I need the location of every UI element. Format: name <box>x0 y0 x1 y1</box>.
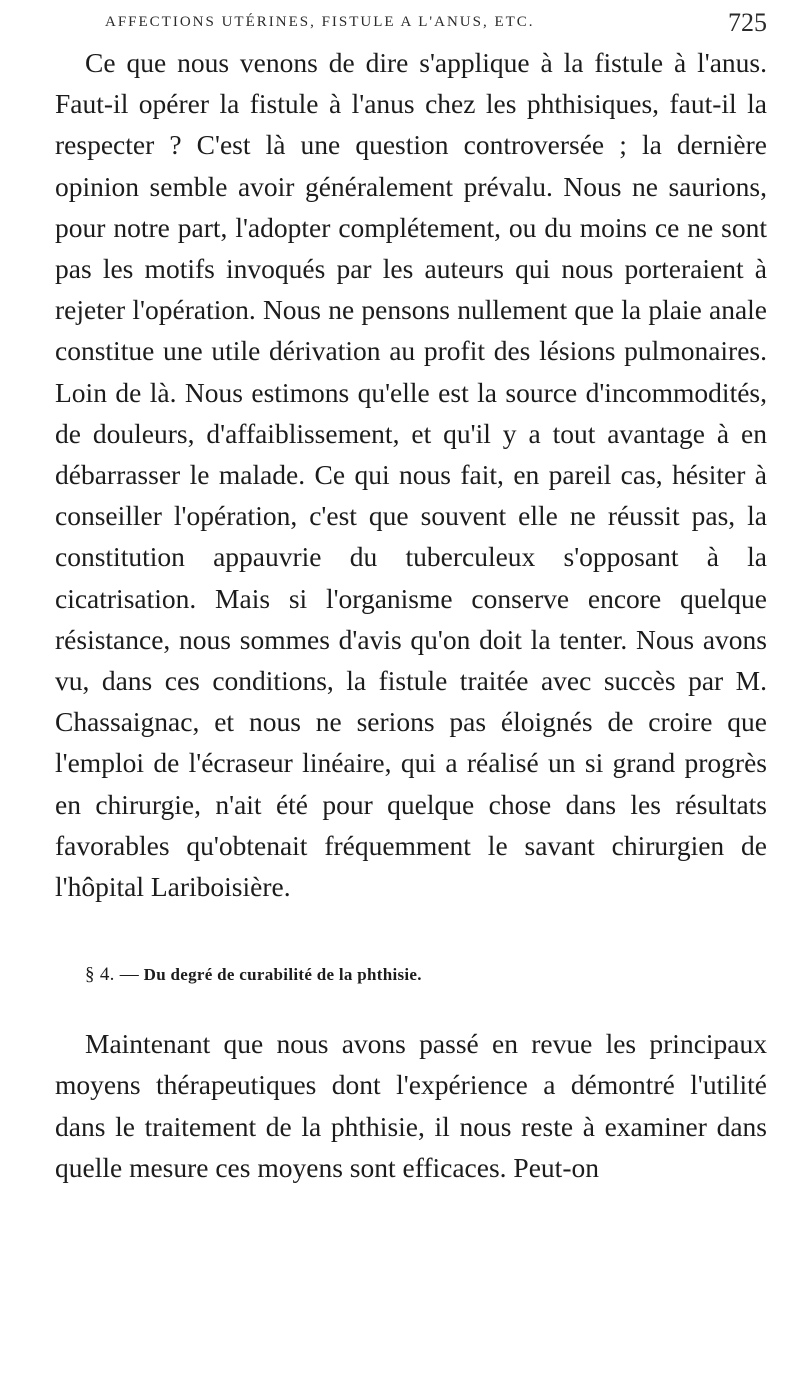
body-text <box>55 42 767 1188</box>
section-title: Du degré de curabilité de la phthisie. <box>143 965 422 985</box>
book-page <box>55 0 767 1188</box>
paragraph-fistule: Ce que nous venons de dire s'applique à la fistule à l'anus. Faut-il opérer la fistule à l'anus chez les phthisiques, faut-il la respecter ? C'est là une question controversée ; la dernière opinion semble avoir généralement prévalu. Nous ne saurions, pour notre part, l'adopter complétement, ou du moins ce ne sont pas les motifs invoqués par les auteurs qui nous porteraient à rejeter l'opération. Nous ne pensons nullement que la plaie anale constitue une utile dérivation au profit des lésions pulmonaires. Loin de là. Nous estimons qu'elle est la source d'incommodités, de douleurs, d'affaiblissement, et qu'il y a tout avantage à en débarrasser le malade. Ce qui nous fait, en pareil cas, hésiter à conseiller l'opération, c'est que souvent elle ne réussit pas, la constitution appauvrie du tuberculeux s'opposant à la cicatrisation. Mais si l'organisme conserve encore quelque résistance, nous sommes d'avis qu'on doit la tenter. Nous avons vu, dans ces conditions, la fistule traitée avec succès par M. Chassaignac, et nous ne serions pas éloignés de croire que l'emploi de l'écraseur linéaire, qui a réalisé un si grand progrès en chirurgie, n'ait été pour quelque chose dans les résultats favorables qu'obtenait fréquemment le savant chirurgien de l'hôpital Lariboisière. <box>55 47 767 903</box>
section-heading <box>55 963 767 987</box>
paragraph-curabilite: Maintenant que nous avons passé en revue les principaux moyens thérapeutiques dont l'expérience a démontré l'utilité dans le traitement de la phthisie, il nous reste à examiner dans quelle mesure ces moyens sont efficaces. Peut-on <box>55 1028 767 1183</box>
running-head <box>55 4 767 42</box>
page-number: 725 <box>728 8 767 37</box>
running-head-title: AFFECTIONS UTÉRINES, FISTULE A L'ANUS, ETC. <box>105 14 535 30</box>
section-number: § 4. — <box>85 964 140 986</box>
